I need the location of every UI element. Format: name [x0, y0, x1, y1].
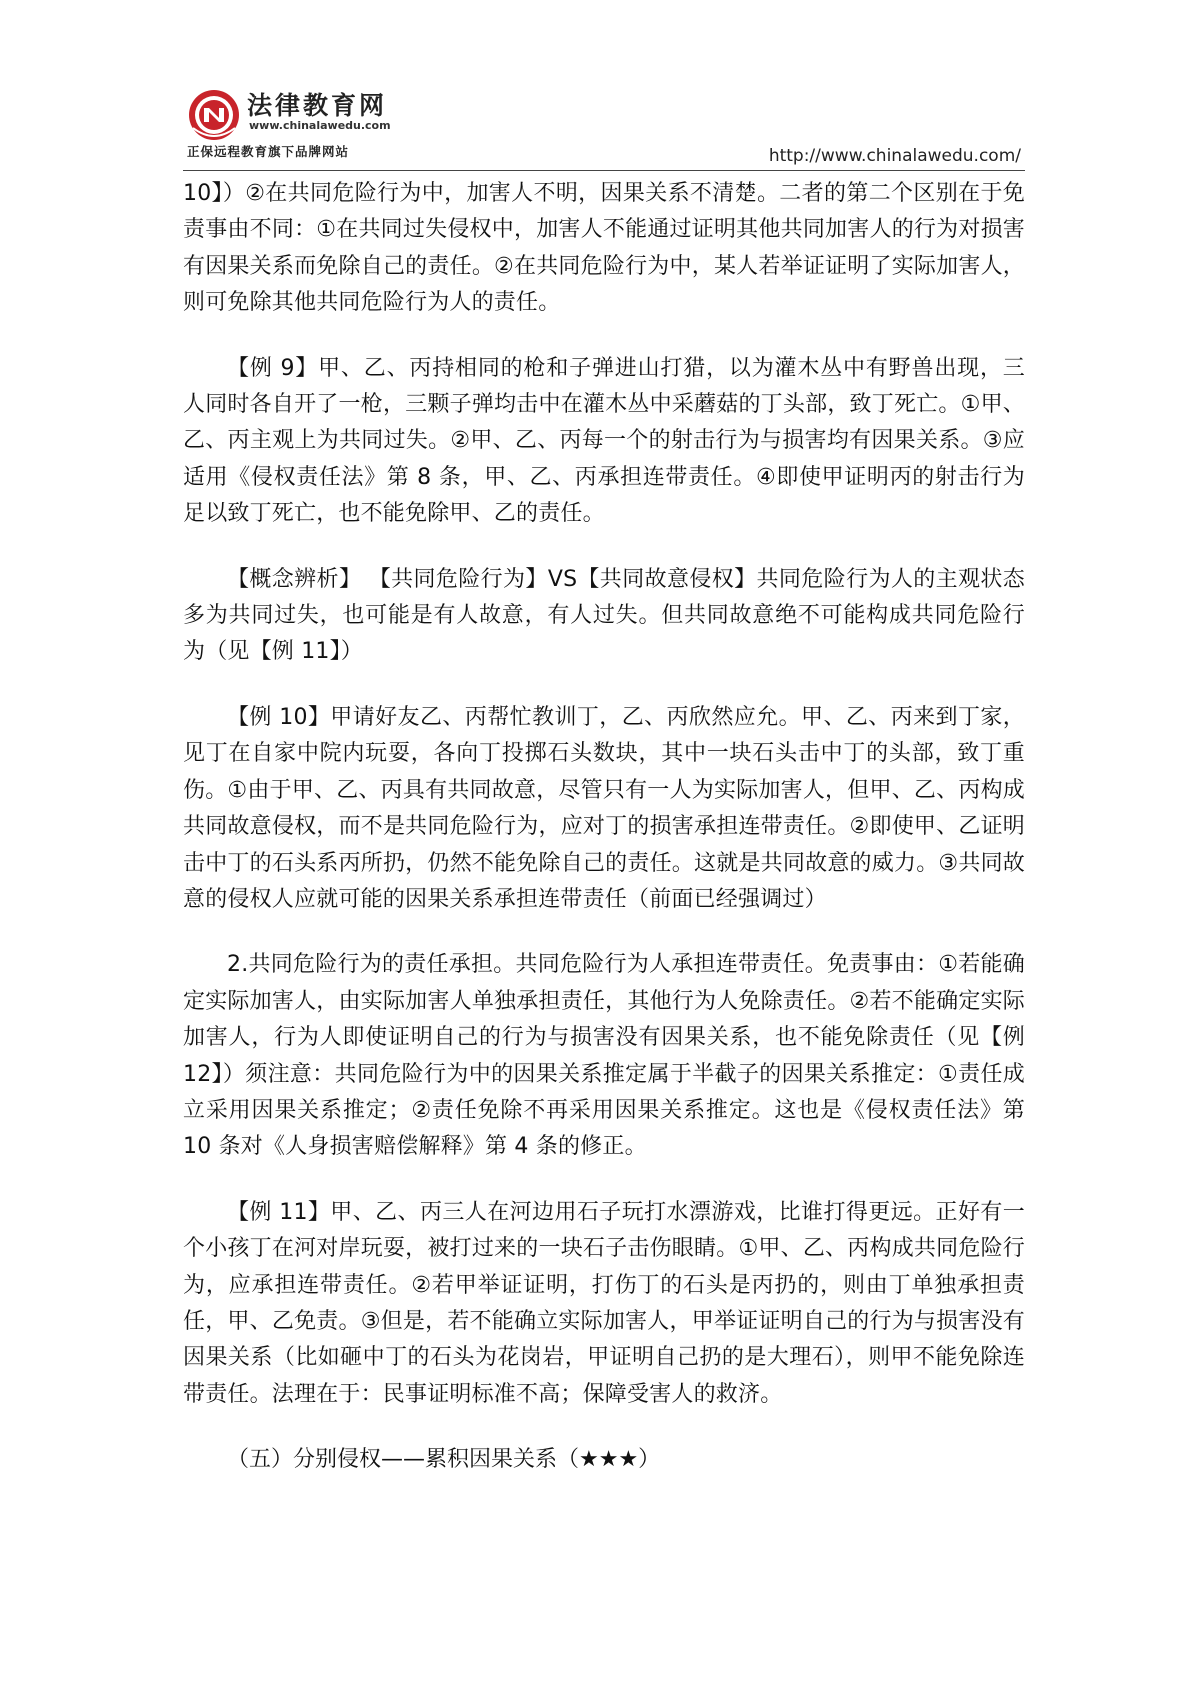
- site-url-link[interactable]: http://www.chinalawedu.com/: [768, 146, 1021, 166]
- paragraph-gap: [183, 918, 1025, 947]
- logo-emblem-icon: [187, 88, 241, 142]
- paragraph-gap: [183, 533, 1025, 562]
- paragraph-liability: 2.共同危险行为的责任承担。共同危险行为人承担连带责任。免责事由：①若能确定实际加害人，由实际加害人单独承担责任，其他行为人免除责任。②若不能确定实际加害人，行为人即使证明自己的行为与损害没有因果关系，也不能免除责任（见【例 12】）须注意：共同危险行为中的因果关系推定属于半截子的因果关系推定：①责任成立采用因果关系推定；②责任免除不再采用因果关系推定。这也是《侵权责任法》第 10 条对《人身损害赔偿解释》第 4 条的修正。: [183, 952, 1025, 1160]
- section-heading: （五）分别侵权——累积因果关系（★★★）: [227, 1447, 661, 1473]
- paragraph-gap: [183, 671, 1025, 700]
- logo-slogan: 正保远程教育旗下品牌网站: [187, 144, 350, 159]
- page-header: [183, 86, 1025, 172]
- logo-title: 法律教育网: [247, 91, 388, 120]
- document-body: [183, 176, 1025, 1479]
- paragraph-1: 10】）②在共同危险行为中，加害人不明，因果关系不清楚。二者的第二个区别在于免责事由不同：①在共同过失侵权中，加害人不能通过证明其他共同加害人的行为对损害有因果关系而免除自己的责任。②在共同危险行为中，某人若举证证明了实际加害人，则可免除其他共同危险行为人的责任。: [183, 181, 1025, 316]
- paragraph-gap: [183, 1166, 1025, 1195]
- paragraph-gap: [183, 1413, 1025, 1442]
- paragraph-example-11: 【例 11】甲、乙、丙三人在河边用石子玩打水漂游戏，比谁打得更远。正好有一个小孩丁在河对岸玩耍，被打过来的一块石子击伤眼睛。①甲、乙、丙构成共同危险行为，应承担连带责任。②若甲举证证明，打伤丁的石头是丙扔的，则由丁单独承担责任，甲、乙免责。③但是，若不能确立实际加害人，甲举证证明自己的行为与损害没有因果关系（比如砸中丁的石头为花岗岩，甲证明自己扔的是大理石），则甲不能免除连带责任。法理在于：民事证明标准不高；保障受害人的救济。: [183, 1199, 1025, 1407]
- paragraph-example-9: 【例 9】甲、乙、丙持相同的枪和子弹进山打猎，以为灌木丛中有野兽出现，三人同时各自开了一枪，三颗子弹均击中在灌木丛中采蘑菇的丁头部，致丁死亡。①甲、乙、丙主观上为共同过失。②甲、乙、丙每一个的射击行为与损害均有因果关系。③应适用《侵权责任法》第 8 条，甲、乙、丙承担连带责任。④即使甲证明丙的射击行为足以致丁死亡，也不能免除甲、乙的责任。: [183, 355, 1025, 527]
- logo-url: www.chinalawedu.com: [249, 119, 391, 132]
- header-divider: [183, 170, 1025, 171]
- paragraph-gap: [183, 322, 1025, 351]
- paragraph-example-10: 【例 10】甲请好友乙、丙帮忙教训丁，乙、丙欣然应允。甲、乙、丙来到丁家，见丁在自家中院内玩耍，各向丁投掷石头数块，其中一块石头击中丁的头部，致丁重伤。①由于甲、乙、丙具有共同故意，尽管只有一人为实际加害人，但甲、乙、丙构成共同故意侵权，而不是共同危险行为，应对丁的损害承担连带责任。②即使甲、乙证明击中丁的石头系丙所扔，仍然不能免除自己的责任。这就是共同故意的威力。③共同故意的侵权人应就可能的因果关系承担连带责任（前面已经强调过）: [183, 704, 1025, 912]
- paragraph-concept-analysis: 【概念辨析】 【共同危险行为】VS【共同故意侵权】共同危险行为人的主观状态多为共同过失，也可能是有人故意，有人过失。但共同故意绝不可能构成共同危险行为（见【例 11】）: [183, 566, 1025, 665]
